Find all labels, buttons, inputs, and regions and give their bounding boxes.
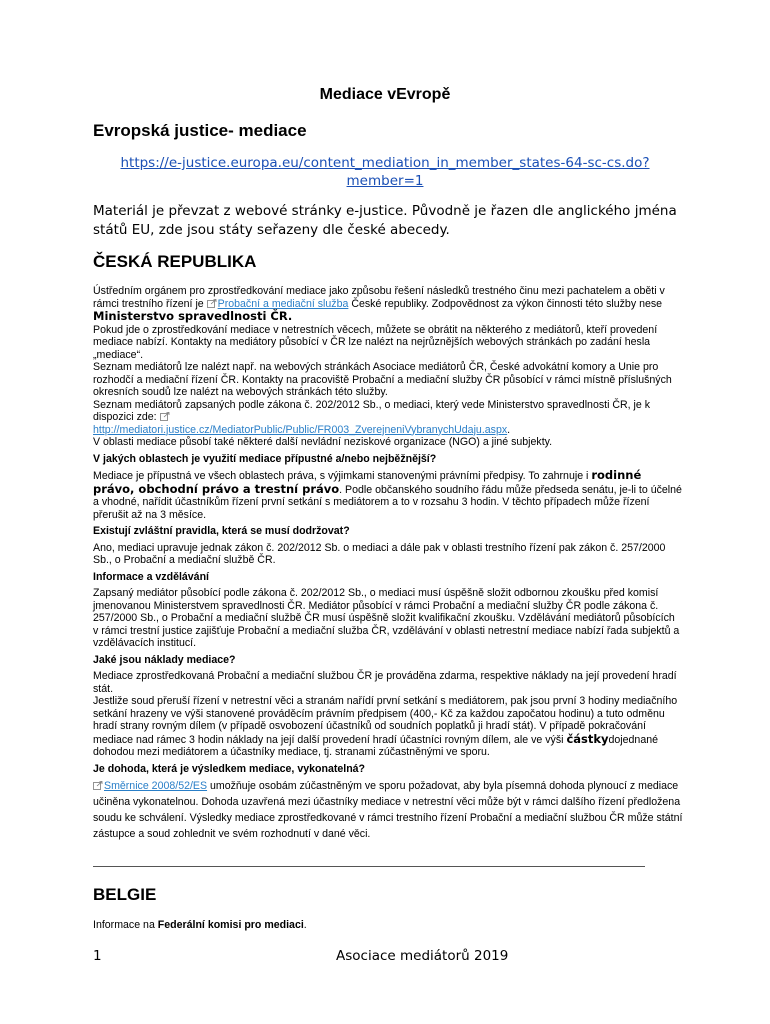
answer-4-text-a: Jestliže soud přeruší řízení v netrestní věci a stranám nařídí první setkání s mediátorem, pak jsou první 3 hodiny mediačního setkání hrazeny ve výši stanovené prováděcím právním předpisem (400,- Kč za každou započatou hodinu) a tuto odměnu hradí strany rovným dílem (v případě osvobození účastníků od soudních poplatků ji hradí stát). V případě pokračování mediace nad rámec 3 hodin náklady na její další provedení hradí účastníci rovným dílem, ale ve výši (93, 695, 678, 746)
answer-3: Zapsaný mediátor působící podle zákona č. 202/2012 Sb., o mediaci musí úspěšně složit odbornou zkoušku před komisí jmenovanou Ministerstvem spravedlnosti ČR. Mediátor působící v rámci Probační a mediační služby ČR podle zákona č. 257/2000 Sb., o Probační a mediační službě ČR musí úspěšně složit kvalifikační zkoušku. Vzdělávání mediátorů působících v rámci trestní justice zajišťuje Probační a mediační služba ČR, vzdělávání v oblasti netrestní mediace nabízí řada subjektů a vzdělávacích institucí. (93, 587, 680, 649)
answer-1 (93, 469, 683, 521)
answer-5 (93, 778, 683, 842)
section-divider (93, 866, 645, 867)
section-heading: Evropská justice- mediace (93, 121, 307, 140)
answer-4-part-2 (93, 695, 683, 759)
source-url-line1: https://e-justice.europa.eu/content_mediation_in_member_states-64-sc-cs.do? (120, 155, 650, 171)
be-info-text-a: Informace na (93, 919, 158, 931)
country-heading-be: BELGIE (93, 885, 157, 904)
answer-5-text: umožňuje osobám zúčastněným ve sporu požadovat, aby byla písemná dohoda plynoucí z mediace učiněna vykonatelnou. Dohoda uzavřená mezi účastníky mediace v netrestní věci může být v rámci dalšího řízení předložena soudu ke schválení. Výsledky mediace zprostředkované v rámci trestního řízení Probační a mediační službou ČR může státní zástupce a soud zohlednit ve svém rozhodnutí v dané věci. (93, 780, 683, 840)
country-heading-cz: ČESKÁ REPUBLIKA (93, 252, 257, 271)
cz-paragraph-2: Pokud jde o zprostředkování mediace v netrestních věcech, můžete se obrátit na některého z mediátorů, kteří provedení mediace nabízí. Kontakty na mediátory působící v ČR lze nalézt na nejrůznějších webových stránkách po zadání hesla „mediace“. (93, 323, 658, 361)
source-url-link[interactable] (93, 154, 677, 190)
document-title: Mediace vEvropě (319, 86, 451, 103)
question-2: Existují zvláštní pravidla, která se musí dodržovat? (93, 525, 350, 537)
be-info-line (93, 919, 307, 931)
cz-body (93, 285, 683, 842)
answer-2: Ano, mediaci upravuje jednak zákon č. 202/2012 Sb. o mediaci a dále pak v oblasti trestního řízení pak zákon č. 257/2000 Sb., o Probační a mediační službě ČR. (93, 541, 666, 566)
footer-page-number: 1 (93, 948, 102, 964)
question-4: Jaké jsou náklady mediace? (93, 653, 236, 666)
cz-p4-text-a: Seznam mediátorů zapsaných podle zákona č. 202/2012 Sb., o mediaci, který vede Ministerstvo spravedlnosti ČR, je k dispozici zde: (93, 398, 651, 423)
cz-p4-text-b: . (507, 423, 511, 436)
question-3: Informace a vzdělávání (93, 570, 209, 583)
footer-text: Asociace mediátorů 2019 (336, 948, 509, 964)
external-link-icon (207, 299, 217, 308)
answer-4-bold: částky (566, 731, 609, 746)
question-5: Je dohoda, která je výsledkem mediace, vykonatelná? (93, 762, 366, 775)
question-1: V jakých oblastech je využití mediace přípustné a/nebo nejběžnější? (93, 452, 437, 465)
cz-paragraph-1 (93, 285, 683, 324)
cz-p1-text-b: České republiky. Zodpovědnost za výkon činnosti této služby nese (348, 297, 663, 310)
answer-1-text-a: Mediace je přípustná ve všech oblastech práva, s výjimkami stanovenými právními předpisy. To zahrnuje i (93, 470, 592, 482)
answer-4-text-b: dojednané dohodou mezi mediátorem a účastníky mediace, tj. stranami zúčastněnými ve sporu. (93, 733, 659, 758)
source-url-line2: member=1 (346, 173, 424, 189)
cz-p1-text-a: Ústředním orgánem pro zprostředkování mediace jako způsobu řešení následků trestného činu mezi pachatelem a oběti v rámci trestního řízení je (93, 285, 665, 310)
answer-4-part-1: Mediace zprostředkovaná Probační a mediační službou ČR je prováděna zdarma, respektive náklady na její provedení hradí stát. (93, 670, 677, 695)
intro-paragraph: Materiál je převzat z webové stránky e-justice. Původně je řazen dle anglického jména států EU, zde jsou státy seřazeny dle české abecedy. (93, 203, 677, 238)
be-info-bold: Federální komisi pro mediaci (157, 919, 304, 931)
external-link-icon (160, 412, 170, 421)
mediator-registry-link[interactable]: http://mediatori.justice.cz/MediatorPublic/Public/FR003_ZverejneniVybranychUdaju.aspx (93, 423, 508, 436)
cz-paragraph-4 (93, 399, 683, 437)
be-info-text-b: . (303, 919, 307, 931)
answer-1-bold: rodinné právo, obchodní právo a trestní právo (93, 468, 642, 496)
external-link-icon (93, 781, 103, 790)
ministry-name: Ministerstvo spravedlnosti ČR. (93, 309, 293, 323)
directive-link[interactable]: Směrnice 2008/52/ES (104, 780, 208, 792)
cz-paragraph-5: V oblasti mediace působí také některé další nevládní neziskové organizace (NGO) a jiné subjekty. (93, 436, 553, 448)
probation-service-link[interactable]: Probační a mediační služba (217, 297, 349, 310)
cz-paragraph-3: Seznam mediátorů lze nalézt např. na webových stránkách Asociace mediátorů ČR, České advokátní komory a Unie pro rozhodčí a mediační řízení ČR. Kontakty na pracoviště Probační a mediační služby ČR působící v rámci místně příslušných okresních soudů lze nalézt na webových stránkách této služby. (93, 361, 672, 398)
answer-1-text-b: . Podle občanského soudního řádu může předseda senátu, je-li to účelné a vhodné, nařídit účastníkům řízení první setkání s mediátorem a to v rozsahu 3 hodin. V těchto případech může řízení přerušit až na 3 měsíce. (93, 483, 682, 521)
